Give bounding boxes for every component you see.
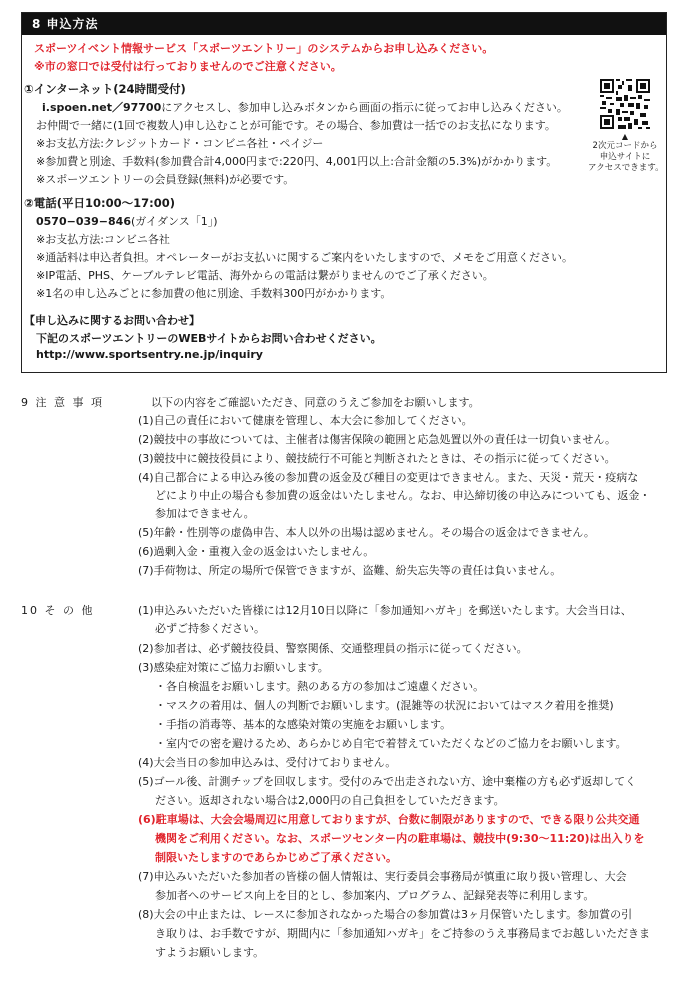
- internet-line-5: ※スポーツエントリーの会員登録(無料)が必要です。: [36, 173, 295, 186]
- internet-line-4: ※参加費と別途、手数料(参加費合計4,000円まで:220円、4,001円以上:合計金額の5.3%)がかかります。: [36, 155, 558, 168]
- section9-intro: 以下の内容をご確認いただき、同意のうえご参加をお願いします。: [151, 396, 480, 409]
- section10-line: ・室内での密を避けるため、あらかじめ自宅で着替えていただくなどのご協力をお願いします。: [155, 737, 627, 750]
- qr-caption-3: アクセスできます。: [588, 163, 664, 173]
- section9-line: (4)自己都合による申込み後の参加費の返金及び種目の変更はできません。また、天災・荒天・疫病な: [138, 471, 639, 484]
- inquiry-url[interactable]: http://www.sportsentry.ne.jp/inquiry: [36, 348, 263, 361]
- internet-line-3: ※お支払方法:クレジットカード・コンビニ各社・ペイジー: [36, 137, 324, 150]
- section10-line: (3)感染症対策にご協力お願いします。: [138, 661, 329, 674]
- section10-line: ださい。返却されない場合は2,000円の自己負担をしていただきます。: [155, 794, 505, 807]
- section9-label: 9 注 意 事 項: [21, 396, 104, 409]
- phone-title: ②電話(平日10:00～17:00): [24, 196, 175, 210]
- section10-parking-line: 機関をご利用ください。なお、スポーツセンター内の駐車場は、競技中(9:30～11:20)は出入りを: [155, 832, 645, 845]
- internet-line-2: お仲間で一緒に(1回で複数人)申し込むことが可能です。その場合、参加費は一括でのお支払になります。: [36, 119, 556, 132]
- section10-line: (7)申込みいただいた参加者の皆様の個人情報は、実行委員会事務局が慎重に取り扱い管理し、大会: [138, 870, 627, 883]
- phone-guidance: (ガイダンス「1」): [130, 215, 218, 228]
- section9-line: (1)自己の責任において健康を管理し、本大会に参加してください。: [138, 414, 473, 427]
- phone-number-line: [36, 213, 218, 229]
- section10-line: (1)申込みいただいた皆様には12月10日以降に「参加通知ハガキ」を郵送いたします。大会当日は、: [138, 604, 632, 617]
- section10-line: き取りは、お手数ですが、期間内に「参加通知ハガキ」をご持参のうえ事務局までお越しいただきま: [155, 927, 650, 940]
- qr-code-icon[interactable]: [600, 79, 650, 129]
- section10-line: (5)ゴール後、計測チップを回収します。受付のみで出走されない方、途中棄権の方も必ず返却してく: [138, 775, 637, 788]
- section9-line: (2)競技中の事故については、主催者は傷害保険の範囲と応急処置以外の責任は一切負いません。: [138, 433, 617, 446]
- qr-arrow-icon: ▲: [621, 132, 629, 141]
- internet-line-1-rest: にアクセスし、参加申し込みボタンから画面の指示に従ってお申し込みください。: [161, 101, 568, 114]
- qr-caption-1: 2次元コードから: [592, 141, 658, 151]
- section8-header: 8 申込方法: [22, 13, 666, 35]
- section10-line: ・各自検温をお願いします。熱のある方の参加はご遠慮ください。: [155, 680, 485, 693]
- section10-line: 必ずご持参ください。: [155, 622, 265, 635]
- internet-line-1: [42, 99, 568, 115]
- section10-line: ・手指の消毒等、基本的な感染対策の実施をお願いします。: [155, 718, 452, 731]
- section10-parking-line: (6)駐車場は、大会会場周辺に用意しておりますが、台数に制限がありますので、できる限り公共交通: [138, 813, 640, 826]
- notice-line-1: スポーツイベント情報サービス「スポーツエントリー」のシステムからお申し込みください。: [34, 42, 494, 55]
- internet-title: ①インターネット(24時間受付): [24, 82, 186, 96]
- section9-line: 参加はできません。: [155, 507, 255, 520]
- inquiry-title: 【申し込みに関するお問い合わせ】: [24, 314, 200, 327]
- section9-line: (6)過剰入金・重複入金の返金はいたしません。: [138, 545, 375, 558]
- section9-line: (5)年齢・性別等の虚偽申告、本人以外の出場は認めません。その場合の返金はできません。: [138, 526, 595, 539]
- section10-line: ・マスクの着用は、個人の判断でお願いします。(混雑等の状況においてはマスク着用を推奨): [155, 699, 614, 712]
- entry-url[interactable]: i.spoen.net／97700: [42, 101, 162, 114]
- section10-line: 参加者へのサービス向上を目的とし、参加案内、プログラム、記録発表等に利用します。: [155, 889, 595, 902]
- section10-parking-line: 制限いたしますのであらかじめご了承ください。: [155, 851, 397, 864]
- qr-caption-2: 申込サイトに: [599, 152, 651, 162]
- section9-line: (7)手荷物は、所定の場所で保管できますが、盗難、紛失忘失等の責任は負いません。: [138, 564, 562, 577]
- application-method-box: [21, 12, 667, 373]
- section10-label: 10 そ の 他: [21, 604, 95, 617]
- section9-line: (3)競技中に競技役員により、競技続行不可能と判断されたときは、その指示に従ってください。: [138, 452, 616, 465]
- section9-line: どにより中止の場合も参加費の返金はいたしません。なお、申込締切後の申込みについても、返金・: [155, 489, 651, 502]
- phone-line-3: ※IP電話、PHS、ケーブルテレビ電話、海外からの電話は繋がりませんのでご了承ください。: [36, 269, 494, 282]
- section10-line: (8)大会の中止または、レースに参加されなかった場合の参加賞は3ヶ月保管いたします。参加賞の引: [138, 908, 633, 921]
- phone-line-1: ※お支払方法:コンビニ各社: [36, 233, 170, 246]
- section10-line: (4)大会当日の参加申込みは、受付けておりません。: [138, 756, 397, 769]
- phone-line-4: ※1名の申し込みごとに参加費の他に別途、手数料300円がかかります。: [36, 287, 392, 300]
- phone-line-2: ※通話料は申込者負担。オペレーターがお支払いに関するご案内をいたしますので、メモをご用意ください。: [36, 251, 573, 264]
- section10-line: すようお願いします。: [155, 946, 265, 959]
- notice-line-2: ※市の窓口では受付は行っておりませんのでご注意ください。: [34, 60, 342, 73]
- phone-number[interactable]: 0570−039−846: [36, 215, 131, 228]
- inquiry-text: 下記のスポーツエントリーのWEBサイトからお問い合わせください。: [36, 332, 382, 345]
- section10-line: (2)参加者は、必ず競技役員、警察関係、交通整理員の指示に従ってください。: [138, 642, 528, 655]
